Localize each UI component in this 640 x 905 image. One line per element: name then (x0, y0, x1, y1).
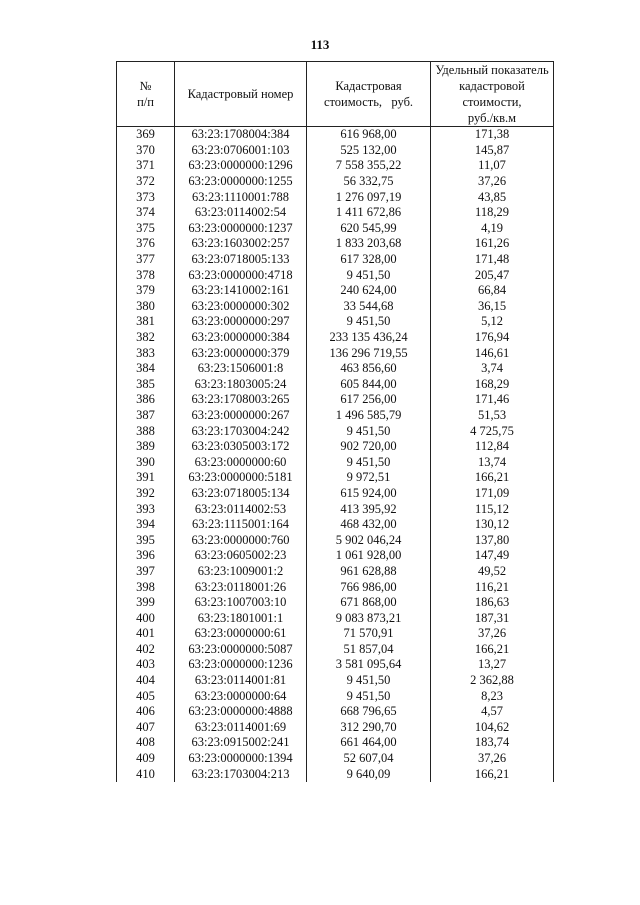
cell-cadastral-number: 63:23:0305003:172 (175, 439, 307, 455)
cell-cadastral-cost: 52 607,04 (307, 751, 431, 767)
cell-cadastral-cost: 616 968,00 (307, 127, 431, 143)
cell-specific-cost: 37,26 (431, 174, 554, 190)
table-row (117, 704, 554, 720)
cell-specific-cost: 187,31 (431, 610, 554, 626)
cell-cadastral-cost: 71 570,91 (307, 626, 431, 642)
table-row (117, 283, 554, 299)
header-specific-line4: руб./кв.м (467, 111, 517, 125)
cell-cadastral-cost: 3 581 095,64 (307, 657, 431, 673)
header-number (117, 62, 175, 127)
cell-specific-cost: 186,63 (431, 595, 554, 611)
cell-row-number: 386 (117, 392, 175, 408)
cell-cadastral-number: 63:23:1703004:242 (175, 423, 307, 439)
cell-specific-cost: 5,12 (431, 314, 554, 330)
header-cadastral-number (175, 62, 307, 127)
cell-cadastral-number: 63:23:0718005:133 (175, 252, 307, 268)
cell-cadastral-number: 63:23:0000000:64 (175, 688, 307, 704)
cell-row-number: 371 (117, 158, 175, 174)
table-row (117, 642, 554, 658)
table-row (117, 408, 554, 424)
cell-row-number: 385 (117, 377, 175, 393)
cadastral-table (116, 61, 554, 782)
cell-specific-cost: 137,80 (431, 532, 554, 548)
cell-row-number: 388 (117, 423, 175, 439)
table-row (117, 688, 554, 704)
cell-specific-cost: 8,23 (431, 688, 554, 704)
header-specific-cost (431, 62, 554, 127)
cell-cadastral-number: 63:23:0915002:241 (175, 735, 307, 751)
cell-row-number: 392 (117, 486, 175, 502)
cell-specific-cost: 51,53 (431, 408, 554, 424)
cell-cadastral-number: 63:23:1801001:1 (175, 610, 307, 626)
cell-specific-cost: 4 725,75 (431, 423, 554, 439)
cell-cadastral-cost: 56 332,75 (307, 174, 431, 190)
cell-row-number: 383 (117, 345, 175, 361)
cell-specific-cost: 171,38 (431, 127, 554, 143)
cell-specific-cost: 146,61 (431, 345, 554, 361)
cell-row-number: 387 (117, 408, 175, 424)
cell-specific-cost: 145,87 (431, 143, 554, 159)
table-row (117, 205, 554, 221)
cell-cadastral-number: 63:23:0000000:267 (175, 408, 307, 424)
cell-cadastral-number: 63:23:1410002:161 (175, 283, 307, 299)
cell-row-number: 379 (117, 283, 175, 299)
table-row (117, 299, 554, 315)
cell-cadastral-cost: 1 833 203,68 (307, 236, 431, 252)
page-number: 113 (310, 37, 330, 52)
header-cadastral-number-label: Кадастровый номер (187, 87, 294, 101)
cell-row-number: 376 (117, 236, 175, 252)
cell-specific-cost: 166,21 (431, 642, 554, 658)
cell-row-number: 395 (117, 532, 175, 548)
table-row (117, 486, 554, 502)
cell-cadastral-cost: 661 464,00 (307, 735, 431, 751)
cell-specific-cost: 166,21 (431, 470, 554, 486)
cell-cadastral-number: 63:23:0000000:5181 (175, 470, 307, 486)
cell-cadastral-cost: 9 451,50 (307, 314, 431, 330)
cell-cadastral-number: 63:23:0000000:760 (175, 532, 307, 548)
cell-specific-cost: 183,74 (431, 735, 554, 751)
cell-specific-cost: 171,46 (431, 392, 554, 408)
cell-specific-cost: 13,27 (431, 657, 554, 673)
cell-specific-cost: 11,07 (431, 158, 554, 174)
cell-row-number: 375 (117, 221, 175, 237)
cell-row-number: 382 (117, 330, 175, 346)
cell-specific-cost: 104,62 (431, 720, 554, 736)
cell-row-number: 401 (117, 626, 175, 642)
cell-specific-cost: 4,19 (431, 221, 554, 237)
table-row (117, 314, 554, 330)
cell-specific-cost: 171,09 (431, 486, 554, 502)
table-row (117, 345, 554, 361)
cell-cadastral-number: 63:23:0114001:81 (175, 673, 307, 689)
cell-row-number: 403 (117, 657, 175, 673)
table-row (117, 673, 554, 689)
cell-cadastral-cost: 1 276 097,19 (307, 189, 431, 205)
cell-cadastral-number: 63:23:0706001:103 (175, 143, 307, 159)
cell-cadastral-cost: 9 451,50 (307, 688, 431, 704)
cell-cadastral-cost: 617 328,00 (307, 252, 431, 268)
cell-specific-cost: 205,47 (431, 267, 554, 283)
cell-specific-cost: 2 362,88 (431, 673, 554, 689)
cell-row-number: 396 (117, 548, 175, 564)
table-row (117, 564, 554, 580)
cell-row-number: 372 (117, 174, 175, 190)
table-row (117, 267, 554, 283)
cell-row-number: 369 (117, 127, 175, 143)
cell-cadastral-cost: 9 083 873,21 (307, 610, 431, 626)
cell-cadastral-cost: 9 451,50 (307, 454, 431, 470)
cell-specific-cost: 176,94 (431, 330, 554, 346)
cell-specific-cost: 66,84 (431, 283, 554, 299)
cell-row-number: 408 (117, 735, 175, 751)
cell-specific-cost: 166,21 (431, 766, 554, 782)
cell-cadastral-number: 63:23:0000000:1296 (175, 158, 307, 174)
cell-cadastral-number: 63:23:1803005:24 (175, 377, 307, 393)
cell-row-number: 389 (117, 439, 175, 455)
cell-cadastral-number: 63:23:0000000:1255 (175, 174, 307, 190)
table-row (117, 595, 554, 611)
table-row (117, 657, 554, 673)
table-row (117, 392, 554, 408)
cell-specific-cost: 115,12 (431, 501, 554, 517)
header-cost-line2: стоимость, руб. (323, 95, 414, 109)
cell-cadastral-number: 63:23:0000000:5087 (175, 642, 307, 658)
table-row (117, 236, 554, 252)
header-cadastral-cost (307, 62, 431, 127)
cell-cadastral-cost: 33 544,68 (307, 299, 431, 315)
cell-row-number: 393 (117, 501, 175, 517)
cell-cadastral-number: 63:23:0114001:69 (175, 720, 307, 736)
table-row (117, 221, 554, 237)
cell-cadastral-number: 63:23:0000000:4888 (175, 704, 307, 720)
cell-cadastral-number: 63:23:0000000:1237 (175, 221, 307, 237)
cell-cadastral-cost: 240 624,00 (307, 283, 431, 299)
table-row (117, 766, 554, 782)
cell-cadastral-number: 63:23:0000000:1236 (175, 657, 307, 673)
table-row (117, 330, 554, 346)
table-row (117, 127, 554, 143)
cell-row-number: 407 (117, 720, 175, 736)
cell-specific-cost: 36,15 (431, 299, 554, 315)
cell-cadastral-number: 63:23:1703004:213 (175, 766, 307, 782)
cell-row-number: 404 (117, 673, 175, 689)
table-row (117, 158, 554, 174)
table-row (117, 548, 554, 564)
cell-row-number: 402 (117, 642, 175, 658)
cell-cadastral-cost: 525 132,00 (307, 143, 431, 159)
cell-specific-cost: 171,48 (431, 252, 554, 268)
cell-cadastral-cost: 9 451,50 (307, 423, 431, 439)
cell-cadastral-number: 63:23:1708003:265 (175, 392, 307, 408)
cell-row-number: 406 (117, 704, 175, 720)
cell-cadastral-number: 63:23:1506001:8 (175, 361, 307, 377)
cell-cadastral-cost: 312 290,70 (307, 720, 431, 736)
cell-cadastral-cost: 617 256,00 (307, 392, 431, 408)
cell-row-number: 399 (117, 595, 175, 611)
table-header-row (117, 62, 554, 127)
header-number-line2: п/п (137, 95, 154, 109)
cell-cadastral-cost: 615 924,00 (307, 486, 431, 502)
cell-row-number: 391 (117, 470, 175, 486)
header-number-line1: № (139, 79, 152, 93)
cell-cadastral-cost: 5 902 046,24 (307, 532, 431, 548)
table-row (117, 720, 554, 736)
cell-specific-cost: 168,29 (431, 377, 554, 393)
cell-cadastral-cost: 7 558 355,22 (307, 158, 431, 174)
header-cost-line1: Кадастровая (335, 79, 402, 93)
table-row (117, 361, 554, 377)
cell-cadastral-number: 63:23:0000000:61 (175, 626, 307, 642)
cell-specific-cost: 37,26 (431, 626, 554, 642)
cell-cadastral-cost: 9 640,09 (307, 766, 431, 782)
cell-cadastral-cost: 233 135 436,24 (307, 330, 431, 346)
cell-cadastral-cost: 1 411 672,86 (307, 205, 431, 221)
cell-row-number: 373 (117, 189, 175, 205)
cell-cadastral-cost: 766 986,00 (307, 579, 431, 595)
cell-cadastral-cost: 413 395,92 (307, 501, 431, 517)
cell-cadastral-number: 63:23:0114002:53 (175, 501, 307, 517)
table-row (117, 174, 554, 190)
table-row (117, 626, 554, 642)
cell-row-number: 378 (117, 267, 175, 283)
cell-specific-cost: 130,12 (431, 517, 554, 533)
cell-specific-cost: 161,26 (431, 236, 554, 252)
cell-row-number: 370 (117, 143, 175, 159)
cell-specific-cost: 3,74 (431, 361, 554, 377)
cell-specific-cost: 118,29 (431, 205, 554, 221)
cell-row-number: 390 (117, 454, 175, 470)
cell-cadastral-number: 63:23:0000000:297 (175, 314, 307, 330)
cell-cadastral-cost: 620 545,99 (307, 221, 431, 237)
cell-cadastral-number: 63:23:0000000:379 (175, 345, 307, 361)
table-row (117, 423, 554, 439)
cell-row-number: 398 (117, 579, 175, 595)
cell-cadastral-number: 63:23:0114002:54 (175, 205, 307, 221)
cell-cadastral-number: 63:23:0605002:23 (175, 548, 307, 564)
cell-cadastral-number: 63:23:1009001:2 (175, 564, 307, 580)
cell-cadastral-number: 63:23:0000000:60 (175, 454, 307, 470)
table-row (117, 143, 554, 159)
cell-cadastral-cost: 468 432,00 (307, 517, 431, 533)
table-row (117, 517, 554, 533)
cell-cadastral-cost: 1 496 585,79 (307, 408, 431, 424)
table-row (117, 454, 554, 470)
cell-cadastral-cost: 671 868,00 (307, 595, 431, 611)
header-specific-line1: Удельный показатель (435, 63, 549, 77)
cell-row-number: 405 (117, 688, 175, 704)
cell-cadastral-cost: 9 451,50 (307, 267, 431, 283)
cell-cadastral-cost: 668 796,65 (307, 704, 431, 720)
cell-cadastral-number: 63:23:0000000:302 (175, 299, 307, 315)
table-row (117, 735, 554, 751)
cell-cadastral-number: 63:23:0118001:26 (175, 579, 307, 595)
cell-row-number: 381 (117, 314, 175, 330)
cell-cadastral-number: 63:23:0000000:4718 (175, 267, 307, 283)
cell-specific-cost: 112,84 (431, 439, 554, 455)
header-specific-line2: кадастровой (459, 79, 525, 93)
cell-row-number: 384 (117, 361, 175, 377)
cell-specific-cost: 43,85 (431, 189, 554, 205)
cell-specific-cost: 4,57 (431, 704, 554, 720)
cell-cadastral-number: 63:23:1007003:10 (175, 595, 307, 611)
cell-cadastral-number: 63:23:0000000:1394 (175, 751, 307, 767)
cell-cadastral-cost: 51 857,04 (307, 642, 431, 658)
cell-specific-cost: 13,74 (431, 454, 554, 470)
cell-row-number: 400 (117, 610, 175, 626)
cell-specific-cost: 49,52 (431, 564, 554, 580)
cell-cadastral-cost: 9 451,50 (307, 673, 431, 689)
table-row (117, 579, 554, 595)
cell-cadastral-cost: 463 856,60 (307, 361, 431, 377)
table-body (117, 127, 554, 782)
table-row (117, 377, 554, 393)
cell-row-number: 380 (117, 299, 175, 315)
cell-row-number: 409 (117, 751, 175, 767)
table-row (117, 610, 554, 626)
cell-cadastral-cost: 1 061 928,00 (307, 548, 431, 564)
cell-cadastral-cost: 961 628,88 (307, 564, 431, 580)
table-row (117, 189, 554, 205)
cell-row-number: 394 (117, 517, 175, 533)
cell-cadastral-number: 63:23:1708004:384 (175, 127, 307, 143)
table-row (117, 252, 554, 268)
cell-cadastral-cost: 136 296 719,55 (307, 345, 431, 361)
table-row (117, 439, 554, 455)
cell-specific-cost: 116,21 (431, 579, 554, 595)
cell-specific-cost: 147,49 (431, 548, 554, 564)
cell-cadastral-cost: 9 972,51 (307, 470, 431, 486)
cell-specific-cost: 37,26 (431, 751, 554, 767)
cell-row-number: 377 (117, 252, 175, 268)
table-row (117, 532, 554, 548)
header-specific-line3: стоимости, (462, 95, 522, 109)
cell-row-number: 374 (117, 205, 175, 221)
table-row (117, 470, 554, 486)
table-row (117, 501, 554, 517)
cell-cadastral-number: 63:23:0718005:134 (175, 486, 307, 502)
cell-cadastral-cost: 902 720,00 (307, 439, 431, 455)
cell-cadastral-cost: 605 844,00 (307, 377, 431, 393)
cell-cadastral-number: 63:23:0000000:384 (175, 330, 307, 346)
cell-cadastral-number: 63:23:1115001:164 (175, 517, 307, 533)
cell-row-number: 410 (117, 766, 175, 782)
cell-row-number: 397 (117, 564, 175, 580)
table-row (117, 751, 554, 767)
cell-cadastral-number: 63:23:1603002:257 (175, 236, 307, 252)
cell-cadastral-number: 63:23:1110001:788 (175, 189, 307, 205)
